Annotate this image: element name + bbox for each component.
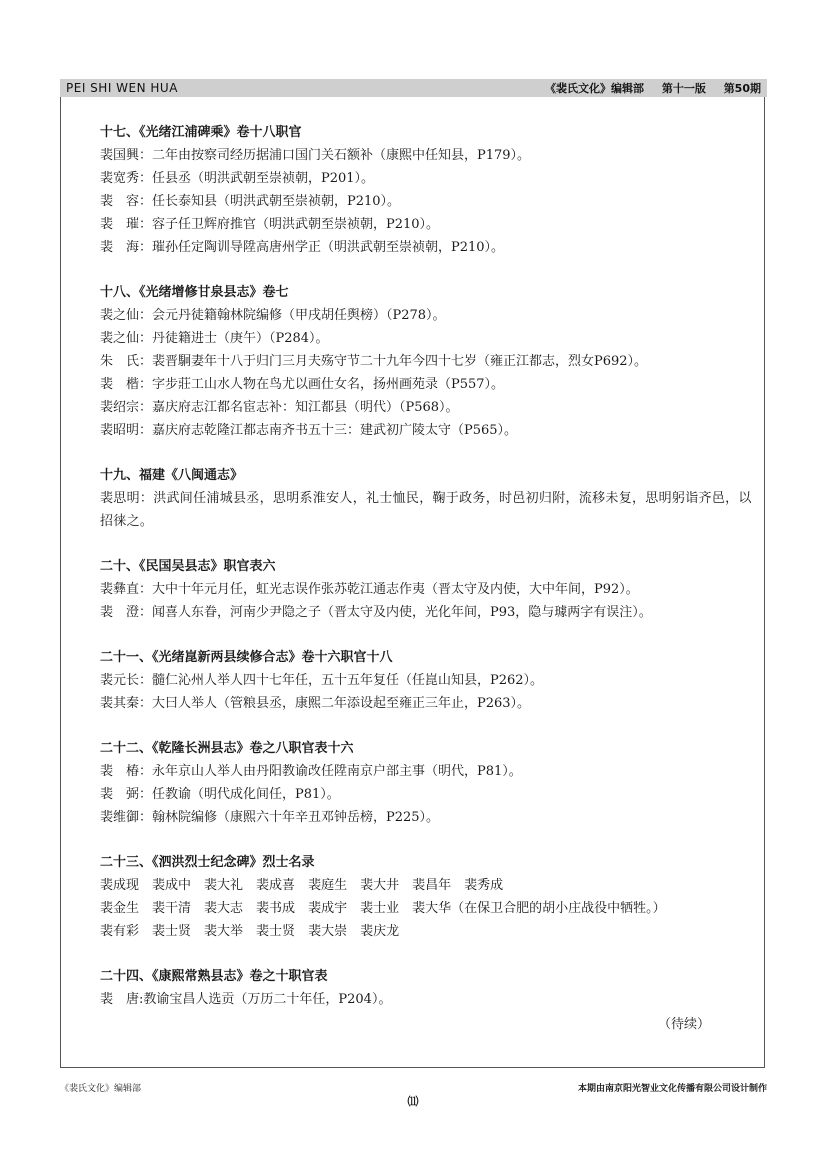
martyr-name: 裴成中	[152, 878, 192, 893]
martyr-name: 裴书成	[256, 901, 296, 916]
article-body	[100, 121, 760, 1036]
continued-note: （待续）	[657, 1017, 710, 1032]
martyr-name: 裴大礼	[204, 878, 244, 893]
name-row	[100, 897, 760, 920]
section-20	[100, 555, 760, 624]
martyr-name: 裴有彩	[100, 924, 140, 939]
entry-line: 裴 容：任长泰知县（明洪武朝至崇祯朝，P210）。	[100, 194, 401, 209]
martyr-name: 裴大井	[360, 878, 400, 893]
martyr-name: 裴士贤	[152, 924, 192, 939]
entry-line: 朱 氏：裴晋駉妻年十八于归门三月夫殇守节二十九年今四十七岁（雍正江都志，烈女P692）。	[100, 354, 648, 369]
header-title: PEI SHI WEN HUA	[66, 81, 178, 95]
entry-line: 裴之仙：丹徒籍进士（庚午）（P284）。	[100, 331, 329, 346]
header-edition: 第十一版	[661, 82, 706, 95]
entry-line: 裴彝直：大中十年元月任，虹光志误作张苏乾江通志作夷（晋太守及内使，大中年间，P92）。	[100, 582, 639, 597]
entry-line: 裴国興：二年由按察司经历据浦口国门关石额补（康熙中任知县，P179）。	[100, 148, 531, 163]
entry-line: 裴 澄：闻喜人东眷，河南少尹隐之子（晋太守及内使，光化年间，P93，隐与璩两字有误注）。	[100, 605, 652, 620]
header-publisher: 《裴氏文化》编辑部	[545, 82, 644, 95]
martyr-name: 裴大志	[204, 901, 244, 916]
section-title: 十七、《光绪江浦碑乘》卷十八职官	[100, 125, 302, 140]
entry-line: 裴之仙：会元丹徒籍翰林院编修（甲戌胡任舆榜）（P278）。	[100, 308, 446, 323]
section-22	[100, 737, 760, 829]
section-17	[100, 121, 760, 259]
entry-paragraph: 裴思明：洪武间任浦城县丞，思明系淮安人，礼士恤民，鞠于政务，时邑初归附，流移未复，思明躬诣齐邑，以招徕之。	[100, 491, 752, 529]
name-row	[100, 874, 760, 897]
entry-line: 裴昭明：嘉庆府志乾隆江都志南齐书五十三：建武初广陵太守（P565）。	[100, 423, 518, 438]
footer-credit: 本期由南京阳光智业文化传播有限公司设计制作	[577, 1084, 767, 1094]
footer-publisher: 《裴氏文化》编辑部	[60, 1084, 142, 1094]
section-title: 二十、《民国吴县志》职官表六	[100, 559, 276, 574]
section-title: 二十一、《光绪崑新两县续修合志》卷十六职官十八	[100, 650, 393, 665]
martyr-name: 裴士业	[360, 901, 400, 916]
entry-line: 裴元长：髓仁沁州人举人四十七年任，五十五年复任（任崑山知县，P262）。	[100, 673, 544, 688]
header-issue: 第50期	[723, 82, 761, 95]
section-title: 二十四、《康熙常熟县志》卷之十职官表	[100, 969, 328, 984]
section-23	[100, 851, 760, 943]
martyr-name: 裴大崇	[308, 924, 348, 939]
entry-line: 裴其秦：大曰人举人（管粮县丞，康熙二年添设起至雍正三年止，P263）。	[100, 696, 531, 711]
martyr-name: 裴干清	[152, 901, 192, 916]
section-24	[100, 965, 760, 1011]
header-bar	[60, 79, 767, 97]
section-21	[100, 646, 760, 715]
section-title: 二十二、《乾隆长洲县志》卷之八职官表十六	[100, 741, 354, 756]
header-info	[531, 80, 767, 96]
section-title: 十九、福建《八闽通志》	[100, 468, 244, 483]
section-19	[100, 464, 760, 533]
martyr-name: 裴大举	[204, 924, 244, 939]
entry-line: 裴 弼：任教谕（明代成化间任，P81）。	[100, 787, 340, 802]
martyr-name: 裴秀成	[464, 878, 504, 893]
page-number: ⑾	[407, 1095, 419, 1108]
martyr-name: 裴大华（在保卫合肥的胡小庄战役中牺牲。）	[412, 901, 666, 916]
name-row	[100, 920, 760, 943]
entry-line: 裴维御：翰林院编修（康熙六十年辛丑邓钟岳榜，P225）。	[100, 810, 440, 825]
martyr-name: 裴金生	[100, 901, 140, 916]
martyr-name: 裴昌年	[412, 878, 452, 893]
martyr-name: 裴庆龙	[360, 924, 400, 939]
entry-line: 裴 海：璀孙任定陶训导陞高唐州学正（明洪武朝至崇祯朝，P210）。	[100, 240, 505, 255]
entry-line: 裴宽秀：任县丞（明洪武朝至崇祯朝，P201）。	[100, 171, 375, 186]
entry-line: 裴 楷：字步莊工山水人物在鸟尤以画仕女名，扬州画苑录（P557）。	[100, 377, 505, 392]
entry-line: 裴 椿：永年京山人举人由丹阳教谕改任陞南京户部主事（明代，P81）。	[100, 764, 522, 779]
martyr-name: 裴成喜	[256, 878, 296, 893]
entry-line: 裴绍宗：嘉庆府志江都名宦志补：知江都县（明代）（P568）。	[100, 400, 459, 415]
martyr-name: 裴士贤	[256, 924, 296, 939]
section-title: 二十三、《泗洪烈士纪念碑》烈士名录	[100, 855, 315, 870]
martyr-name: 裴成现	[100, 878, 140, 893]
martyr-name: 裴庭生	[308, 878, 348, 893]
section-title: 十八、《光绪增修甘泉县志》卷七	[100, 285, 289, 300]
section-18	[100, 281, 760, 442]
martyr-name: 裴成宇	[308, 901, 348, 916]
entry-line: 裴 唐:教谕宝昌人选贡（万历二十年任，P204）。	[100, 992, 392, 1007]
entry-line: 裴 璀：容子任卫辉府推官（明洪武朝至崇祯朝，P210）。	[100, 217, 440, 232]
